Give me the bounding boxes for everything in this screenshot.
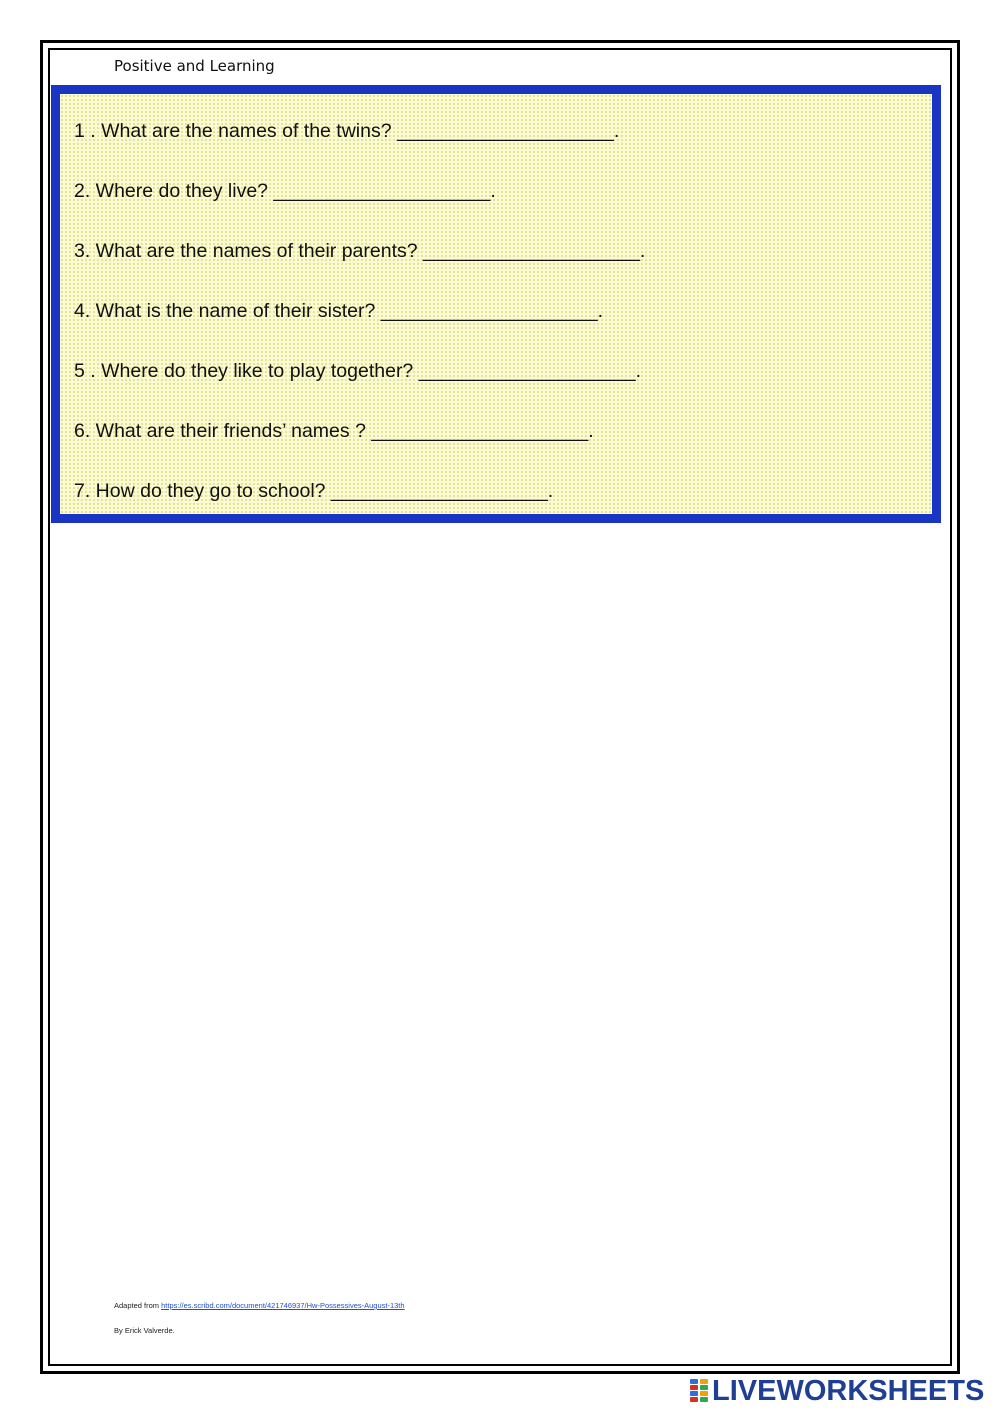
logo-block-5: [690, 1391, 698, 1396]
liveworksheets-logo-icon: [690, 1379, 710, 1403]
logo-block-7: [690, 1397, 698, 1402]
logo-block-6: [700, 1391, 708, 1396]
questions-box: [51, 85, 941, 523]
question-4: 4. What is the name of their sister? ____________________.: [74, 300, 604, 322]
logo-block-1: [690, 1379, 698, 1384]
question-7: 7. How do they go to school? ____________________.: [74, 480, 554, 502]
question-list: [74, 115, 645, 535]
footer-adapted-from: [114, 1300, 405, 1312]
logo-block-4: [700, 1385, 708, 1390]
footer-adapted-prefix: Adapted from: [114, 1301, 162, 1310]
question-2: 2. Where do they live? ____________________.: [74, 180, 496, 202]
footer-source-link[interactable]: https://es.scribd.com/document/421746937/Hw-Possessives-August-13th: [161, 1301, 405, 1310]
page-frame: [40, 40, 960, 1374]
logo-block-3: [690, 1385, 698, 1390]
question-5: 5 . Where do they like to play together? ____________________.: [74, 360, 642, 382]
page-header-title: Positive and Learning: [114, 57, 275, 75]
liveworksheets-brand-text: LIVEWORKSHEETS: [712, 1374, 985, 1407]
logo-block-2: [700, 1379, 708, 1384]
logo-block-8: [700, 1397, 708, 1402]
footer-author: By Erick Valverde.: [114, 1326, 175, 1335]
question-1: 1 . What are the names of the twins? ____________________.: [74, 120, 620, 142]
question-6: 6. What are their friends’ names ? ____________________.: [74, 420, 594, 442]
liveworksheets-logo: [690, 1376, 984, 1406]
question-3: 3. What are the names of their parents? ____________________.: [74, 240, 646, 262]
